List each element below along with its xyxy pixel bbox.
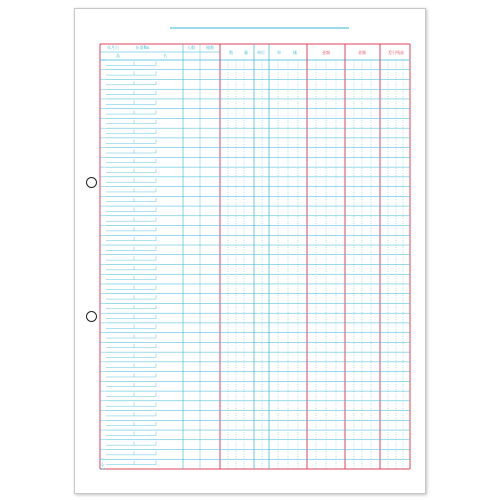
column-header: 金額 bbox=[358, 50, 366, 55]
column-header: 金額 bbox=[322, 50, 330, 55]
column-header: 単 bbox=[277, 50, 281, 55]
column-header: 量 bbox=[244, 50, 248, 55]
column-header: 単位 bbox=[257, 50, 265, 55]
column-header: 伝票No. bbox=[135, 45, 151, 50]
column-header: 数 bbox=[229, 50, 233, 55]
column-header: 入数 bbox=[187, 45, 195, 50]
column-header: 価 bbox=[293, 50, 297, 55]
column-header: 差引残高 bbox=[388, 50, 404, 55]
column-header: 品 bbox=[116, 53, 120, 58]
form-number: ﾃﾞｰﾀ-1 bbox=[100, 458, 105, 470]
column-header: 箱数 bbox=[206, 45, 214, 50]
column-header: 名 bbox=[163, 53, 167, 58]
column-header: 年月日 bbox=[107, 45, 119, 50]
